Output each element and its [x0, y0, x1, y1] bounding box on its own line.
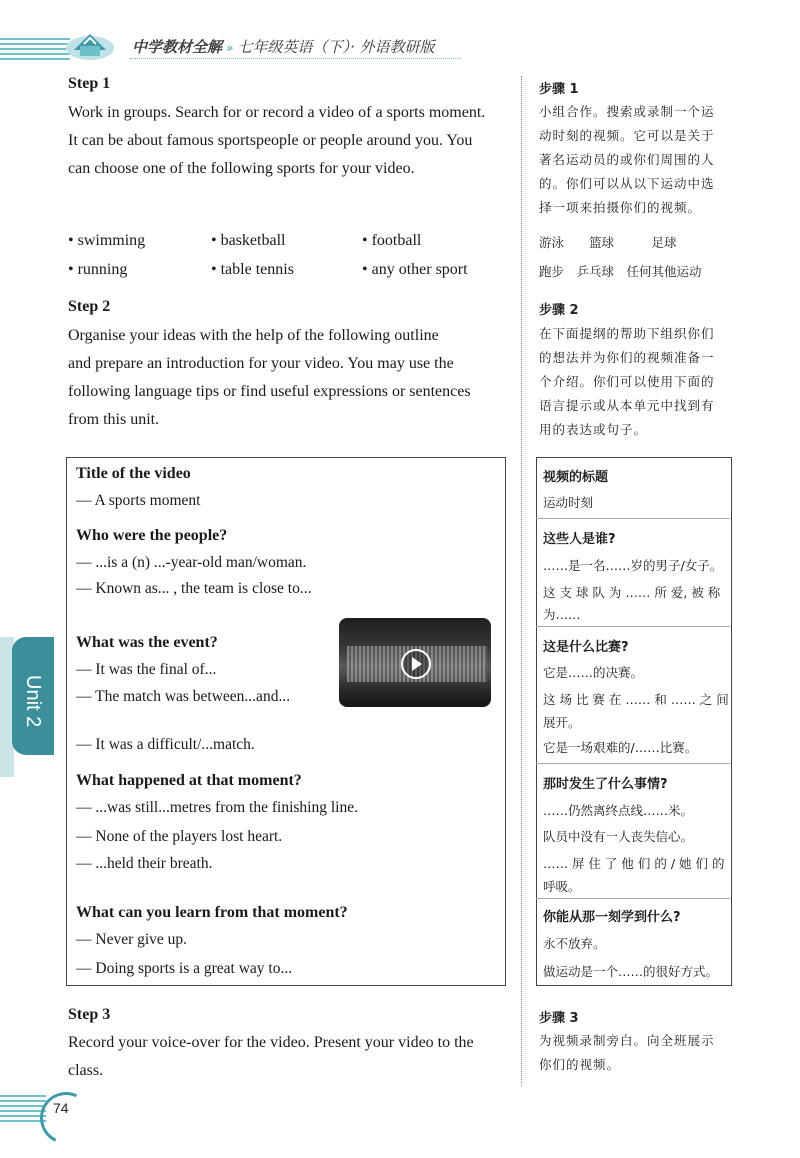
unit-tab	[12, 637, 54, 755]
zh-sports-row: 游泳 篮球 足球	[539, 235, 677, 250]
zh-outline-line: 这 支 球 队 为 …… 所 爱, 被 称	[543, 585, 721, 600]
step1-title: Step 1	[68, 75, 111, 92]
zh-outline-heading: 你能从那一刻学到什么?	[543, 910, 681, 925]
outline-line: — ...held their breath.	[76, 855, 213, 872]
zh-outline-heading: 那时发生了什么事情?	[543, 777, 668, 792]
zh-outline-heading: 这是什么比赛?	[543, 640, 629, 655]
zh-step2-line: 在下面提纲的帮助下组织你们	[539, 326, 715, 341]
zh-step1-line: 的。你们可以从以下运动中选	[539, 176, 715, 191]
zh-outline-line: 队员中没有一人丧失信心。	[543, 829, 694, 844]
zh-outline-line: …… 屏 住 了 他 们 的 / 她 们 的	[543, 856, 725, 871]
outline-heading: What happened at that moment?	[76, 772, 302, 789]
zh-outline-line: 它是一场艰难的/……比赛。	[543, 740, 698, 755]
step2-line: following language tips or find useful expressions or sentences	[68, 383, 471, 400]
outline-line: — Doing sports is a great way to...	[76, 960, 293, 977]
zh-step3-text	[539, 1029, 739, 1077]
zh-step2-line: 的想法并为你们的视频准备一	[539, 350, 715, 365]
zh-step3-line: 你们的视频。	[539, 1057, 621, 1072]
zh-step2-line: 语言提示或从本单元中找到有	[539, 398, 715, 413]
zh-outline-line: 做运动是一个……的很好方式。	[543, 964, 719, 979]
column-divider	[521, 76, 522, 1086]
zh-outline-heading: 这些人是谁?	[543, 532, 616, 547]
unit-tab-label: Unit 2	[22, 675, 44, 728]
outline-line: — Known as... , the team is close to...	[76, 580, 312, 597]
outline-heading: Title of the video	[76, 465, 191, 482]
outline-heading: Who were the people?	[76, 527, 228, 544]
zh-outline-line: 展开。	[543, 715, 581, 730]
sport-item: • running	[68, 261, 128, 278]
step3-line: Record your voice-over for the video. Present your video to the	[68, 1034, 474, 1051]
zh-step1-line: 小组合作。搜索或录制一个运	[539, 104, 715, 119]
outline-line: — ...was still...metres from the finishing line.	[76, 799, 358, 816]
zh-step1-line: 动时刻的视频。它可以是关于	[539, 128, 715, 143]
outline-line: — None of the players lost heart.	[76, 828, 283, 845]
sport-item: • any other sport	[362, 261, 468, 278]
sport-item: • table tennis	[211, 261, 294, 278]
outline-heading: What was the event?	[76, 634, 218, 651]
step3-text	[68, 1029, 518, 1085]
step2-title: Step 2	[68, 298, 111, 315]
header-decoration	[0, 38, 70, 60]
sport-item: • swimming	[68, 232, 146, 249]
zh-outline-line: 它是……的决赛。	[543, 665, 644, 680]
zh-outline-line: 永不放弃。	[543, 936, 606, 951]
zh-box-divider	[536, 763, 730, 764]
zh-step1-line: 择一项来拍摄你们的视频。	[539, 200, 702, 215]
sport-item: • basketball	[211, 232, 286, 249]
step1-line: Work in groups. Search for or record a video of a sports moment.	[68, 104, 486, 121]
step1-line: can choose one of the following sports for your video.	[68, 160, 415, 177]
zh-step1-text	[539, 100, 739, 220]
outline-line: — It was the final of...	[76, 661, 217, 678]
page-number: 74	[53, 1100, 69, 1116]
zh-outline-line: 运动时刻	[543, 495, 594, 510]
zh-step2-line: 个介绍。你们可以使用下面的	[539, 374, 715, 389]
zh-outline-line: ……仍然离终点线……米。	[543, 803, 694, 818]
outline-line: — It was a difficult/...match.	[76, 736, 255, 753]
step3-title: Step 3	[68, 1006, 111, 1023]
zh-step2-line: 用的表达或句子。	[539, 422, 648, 437]
zh-sports-row: 跑步 乒乓球 任何其他运动	[539, 264, 702, 279]
step1-text	[68, 99, 518, 183]
zh-step1-title: 步骤 1	[539, 82, 579, 97]
outline-heading: What can you learn from that moment?	[76, 904, 348, 921]
zh-outline-line: 呼吸。	[543, 879, 581, 894]
zh-outline-heading: 视频的标题	[543, 470, 609, 485]
outline-line: — ...is a (n) ...-year-old man/woman.	[76, 554, 307, 571]
header-underline	[130, 58, 460, 59]
sport-item: • football	[362, 232, 422, 249]
zh-outline-line: ……是一名……岁的男子/女子。	[543, 558, 723, 573]
outline-line: — A sports moment	[76, 492, 201, 509]
zh-step3-title: 步骤 3	[539, 1011, 579, 1026]
book-logo-icon	[64, 28, 116, 62]
step2-line: from this unit.	[68, 411, 160, 428]
zh-step2-title: 步骤 2	[539, 303, 579, 318]
zh-step1-line: 著名运动员的或你们周围的人	[539, 152, 715, 167]
book-title: 中学教材全解	[132, 38, 223, 56]
header-title	[132, 36, 434, 57]
outline-line: — The match was between...and...	[76, 688, 291, 705]
zh-step2-text	[539, 322, 739, 442]
play-icon[interactable]	[401, 649, 431, 679]
chevron-right-icon: »	[226, 41, 234, 55]
zh-box-divider	[536, 626, 730, 627]
zh-box-divider	[536, 518, 730, 519]
step3-line: class.	[68, 1062, 104, 1079]
step1-line: It can be about famous sportspeople or people around you. You	[68, 132, 473, 149]
zh-step3-line: 为视频录制旁白。向全班展示	[539, 1033, 715, 1048]
zh-outline-line: 这 场 比 赛 在 …… 和 …… 之 间	[543, 692, 729, 707]
outline-line: — Never give up.	[76, 931, 188, 948]
zh-outline-line: 为……	[543, 607, 581, 622]
zh-box-divider	[536, 898, 730, 899]
step2-line: Organise your ideas with the help of the following outline	[68, 327, 439, 344]
video-thumbnail[interactable]	[339, 618, 491, 707]
course-title: 七年级英语（下）· 外语教研版	[237, 38, 435, 56]
step2-text	[68, 322, 518, 434]
step2-line: and prepare an introduction for your video. You may use the	[68, 355, 454, 372]
